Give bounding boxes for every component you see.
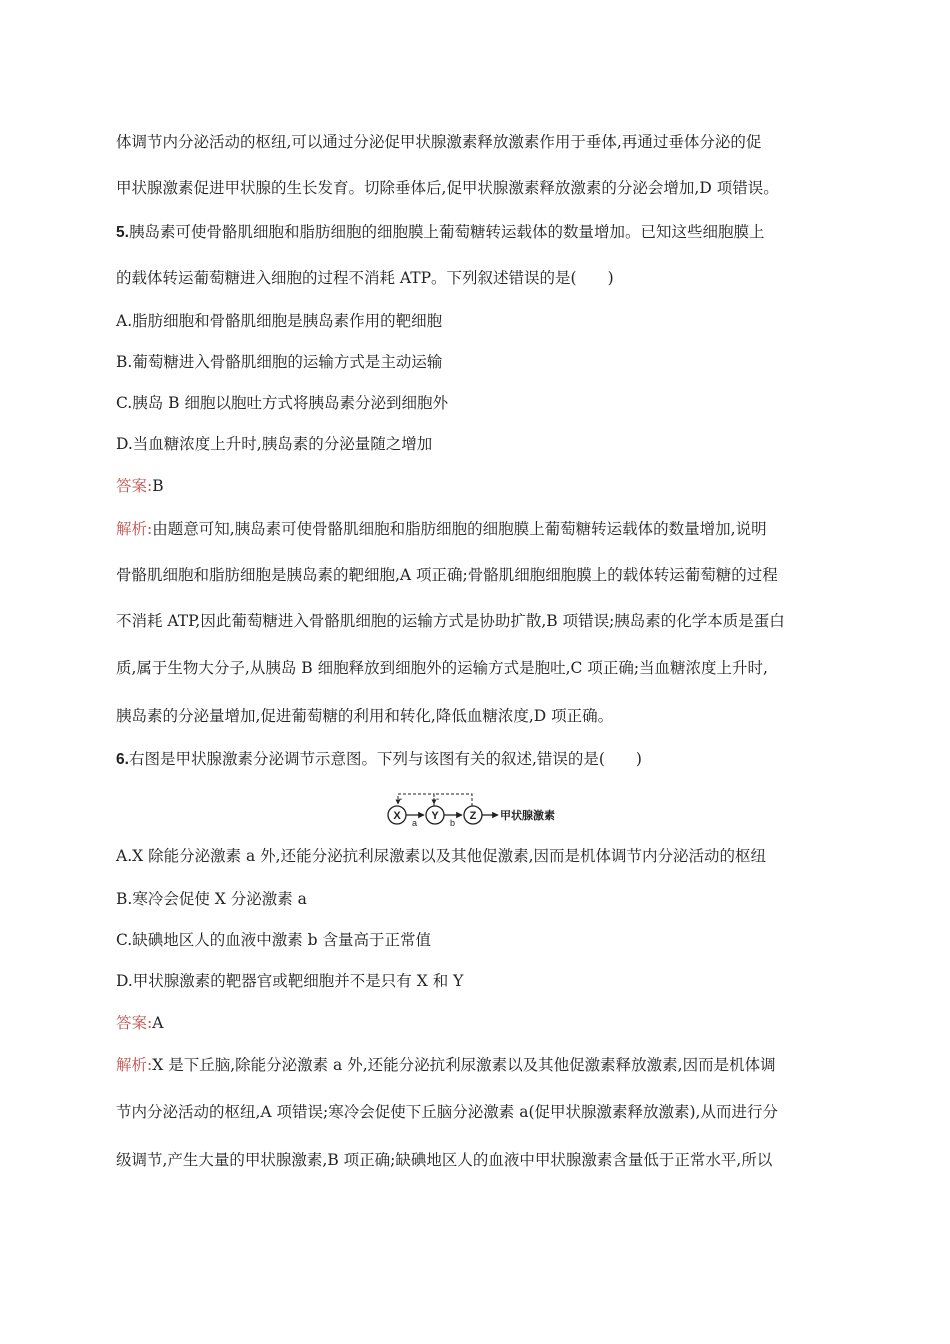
- question-5-stem-line-1: [116, 222, 836, 243]
- question-6-analysis-line-2: 节内分泌活动的枢纽,A 项错误;寒冷会促使下丘脑分泌激素 a(促甲状腺激素释放激素),从而进行分: [116, 1103, 778, 1121]
- analysis-label: 解析:: [116, 1056, 153, 1074]
- feedback-sign-2: -: [436, 794, 440, 805]
- hormone-b-label: b: [450, 818, 456, 828]
- intro-line-1: 体调节内分泌活动的枢纽,可以通过分泌促甲状腺激素释放激素作用于垂体,再通过垂体分泌的促: [116, 133, 762, 151]
- question-6-option-b: B.寒冷会促使 X 分泌激素 a: [116, 890, 307, 908]
- intro-line-2: 甲状腺激素促进甲状腺的生长发育。切除垂体后,促甲状腺激素释放激素的分泌会增加,D 项错误。: [116, 179, 779, 197]
- question-6-option-d: D.甲状腺激素的靶器官或靶细胞并不是只有 X 和 Y: [116, 972, 464, 990]
- analysis-text: X 是下丘脑,除能分泌激素 a 外,还能分泌抗利尿激素以及其他促激素释放激素,因而是机体调: [152, 1056, 776, 1074]
- question-6-number: 6.: [116, 751, 129, 768]
- answer-value: A: [152, 1014, 164, 1032]
- question-5-option-b: B.葡萄糖进入骨骼肌细胞的运输方式是主动运输: [116, 353, 443, 371]
- question-6-stem-text: 右图是甲状腺激素分泌调节示意图。下列与该图有关的叙述,错误的是( ): [128, 750, 642, 768]
- question-5-option-d: D.当血糖浓度上升时,胰岛素的分泌量随之增加: [116, 435, 433, 453]
- question-6-stem: [116, 749, 836, 770]
- node-x-label: X: [393, 810, 401, 822]
- answer-value: B: [152, 477, 164, 495]
- feedback-loops: [398, 794, 472, 806]
- question-5-answer: [116, 476, 836, 496]
- analysis-label: 解析:: [116, 520, 153, 538]
- question-5-analysis-line-3: 不消耗 ATP,因此葡萄糖进入骨骼肌细胞的运输方式是协助扩散,B 项错误;胰岛素的化学本质是蛋白: [116, 612, 785, 630]
- question-6-analysis-line-1: [116, 1055, 836, 1075]
- question-6-answer: [116, 1013, 836, 1033]
- node-z-label: Z: [469, 810, 477, 822]
- question-5-number: 5.: [116, 224, 129, 241]
- question-5-option-c: C.胰岛 B 细胞以胞吐方式将胰岛素分泌到细胞外: [116, 394, 448, 412]
- hormone-a-label: a: [412, 818, 418, 828]
- question-5-analysis-line-4: 质,属于生物大分子,从胰岛 B 细胞释放到细胞外的运输方式是胞吐,C 项正确;当血糖浓度上升时,: [116, 659, 768, 677]
- node-y-label: Y: [431, 810, 439, 822]
- question-5-analysis-line-1: [116, 519, 836, 539]
- question-6-option-a: A.X 除能分泌激素 a 外,还能分泌抗利尿激素以及其他促激素,因而是机体调节内分泌活动的枢纽: [116, 847, 767, 865]
- feedback-sign-1: -: [399, 794, 403, 805]
- answer-label: 答案:: [116, 1014, 153, 1032]
- question-5-analysis-line-2: 骨骼肌细胞和脂肪细胞是胰岛素的靶细胞,A 项正确;骨骼肌细胞细胞膜上的载体转运葡萄糖的过程: [116, 566, 778, 584]
- question-6-option-c: C.缺碘地区人的血液中激素 b 含量高于正常值: [116, 931, 432, 949]
- thyroid-regulation-diagram: [386, 790, 566, 830]
- question-5-stem-text: 胰岛素可使骨骼肌细胞和脂肪细胞的细胞膜上葡萄糖转运载体的数量增加。已知这些细胞膜上: [128, 223, 765, 241]
- analysis-text: 由题意可知,胰岛素可使骨骼肌细胞和脂肪细胞的细胞膜上葡萄糖转运载体的数量增加,说明: [152, 520, 767, 538]
- thyroid-hormone-output-label: 甲状腺激素: [500, 809, 555, 822]
- question-5-analysis-line-5: 胰岛素的分泌量增加,促进葡萄糖的利用和转化,降低血糖浓度,D 项正确。: [116, 707, 614, 725]
- question-5-stem-line-2: 的载体转运葡萄糖进入细胞的过程不消耗 ATP。下列叙述错误的是( ): [116, 269, 614, 287]
- question-5-option-a: A.脂肪细胞和骨骼肌细胞是胰岛素作用的靶细胞: [116, 312, 443, 330]
- question-6-analysis-line-3: 级调节,产生大量的甲状腺激素,B 项正确;缺碘地区人的血液中甲状腺激素含量低于正常水平,所以: [116, 1151, 773, 1169]
- answer-label: 答案:: [116, 477, 153, 495]
